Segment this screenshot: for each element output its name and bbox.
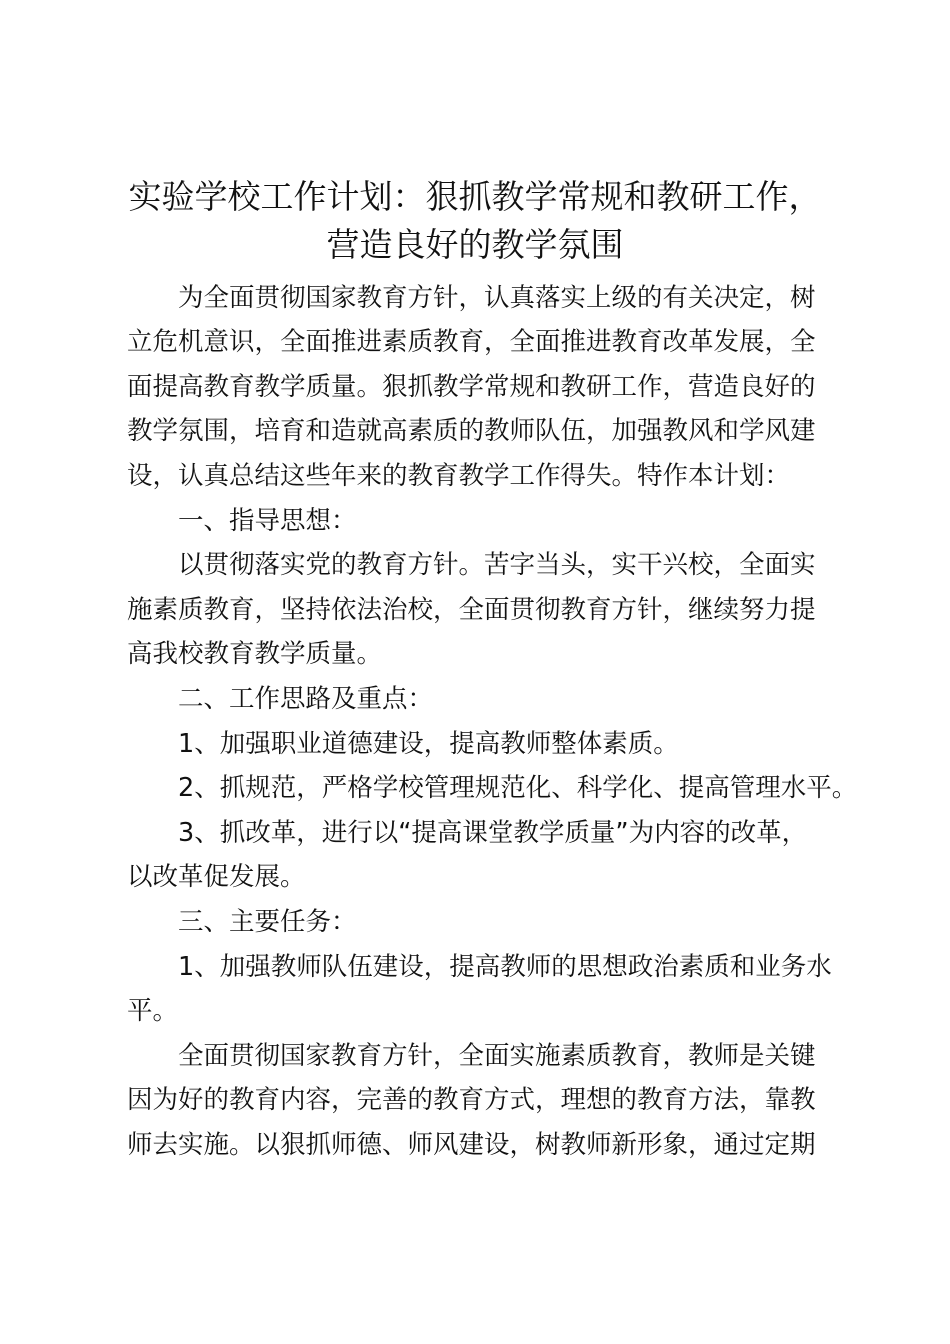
- section-heading: 三、主要任务：: [178, 907, 357, 937]
- paragraph-line: 为全面贯彻国家教育方针，认真落实上级的有关决定，树: [178, 283, 816, 313]
- list-item: 2、抓规范，严格学校管理规范化、科学化、提高管理水平。: [178, 773, 858, 803]
- document-title-line-1: 实验学校工作计划：狠抓教学常规和教研工作，: [128, 177, 822, 216]
- paragraph-line: 立危机意识，全面推进素质教育，全面推进教育改革发展，全: [127, 327, 816, 357]
- section-heading: 二、工作思路及重点：: [178, 684, 434, 714]
- paragraph-line: 师去实施。以狠抓师德、师风建设，树教师新形象，通过定期: [127, 1130, 816, 1160]
- list-item: 1、加强教师队伍建设，提高教师的思想政治素质和业务水: [178, 952, 832, 982]
- paragraph-line: 教学氛围，培育和造就高素质的教师队伍，加强教风和学风建: [127, 416, 816, 446]
- paragraph-line: 面提高教育教学质量。狠抓教学常规和教研工作，营造良好的: [127, 372, 816, 402]
- section-heading: 一、指导思想：: [178, 506, 357, 536]
- list-item-continuation: 以改革促发展。: [127, 862, 306, 892]
- paragraph-line: 因为好的教育内容，完善的教育方式，理想的教育方法，靠教: [127, 1085, 816, 1115]
- paragraph-line: 高我校教育教学质量。: [127, 639, 383, 669]
- paragraph-line: 以贯彻落实党的教育方针。苦字当头，实干兴校，全面实: [178, 550, 816, 580]
- list-item: 3、抓改革，进行以“提高课堂教学质量”为内容的改革，: [178, 818, 808, 848]
- list-item-continuation: 平。: [127, 996, 179, 1026]
- paragraph-line: 设，认真总结这些年来的教育教学工作得失。特作本计划：: [127, 461, 791, 491]
- list-item: 1、加强职业道德建设，提高教师整体素质。: [178, 729, 679, 759]
- document-title-line-2: 营造良好的教学氛围: [326, 225, 624, 264]
- paragraph-line: 施素质教育，坚持依法治校，全面贯彻教育方针，继续努力提: [127, 595, 816, 625]
- paragraph-line: 全面贯彻国家教育方针，全面实施素质教育，教师是关键: [178, 1041, 816, 1071]
